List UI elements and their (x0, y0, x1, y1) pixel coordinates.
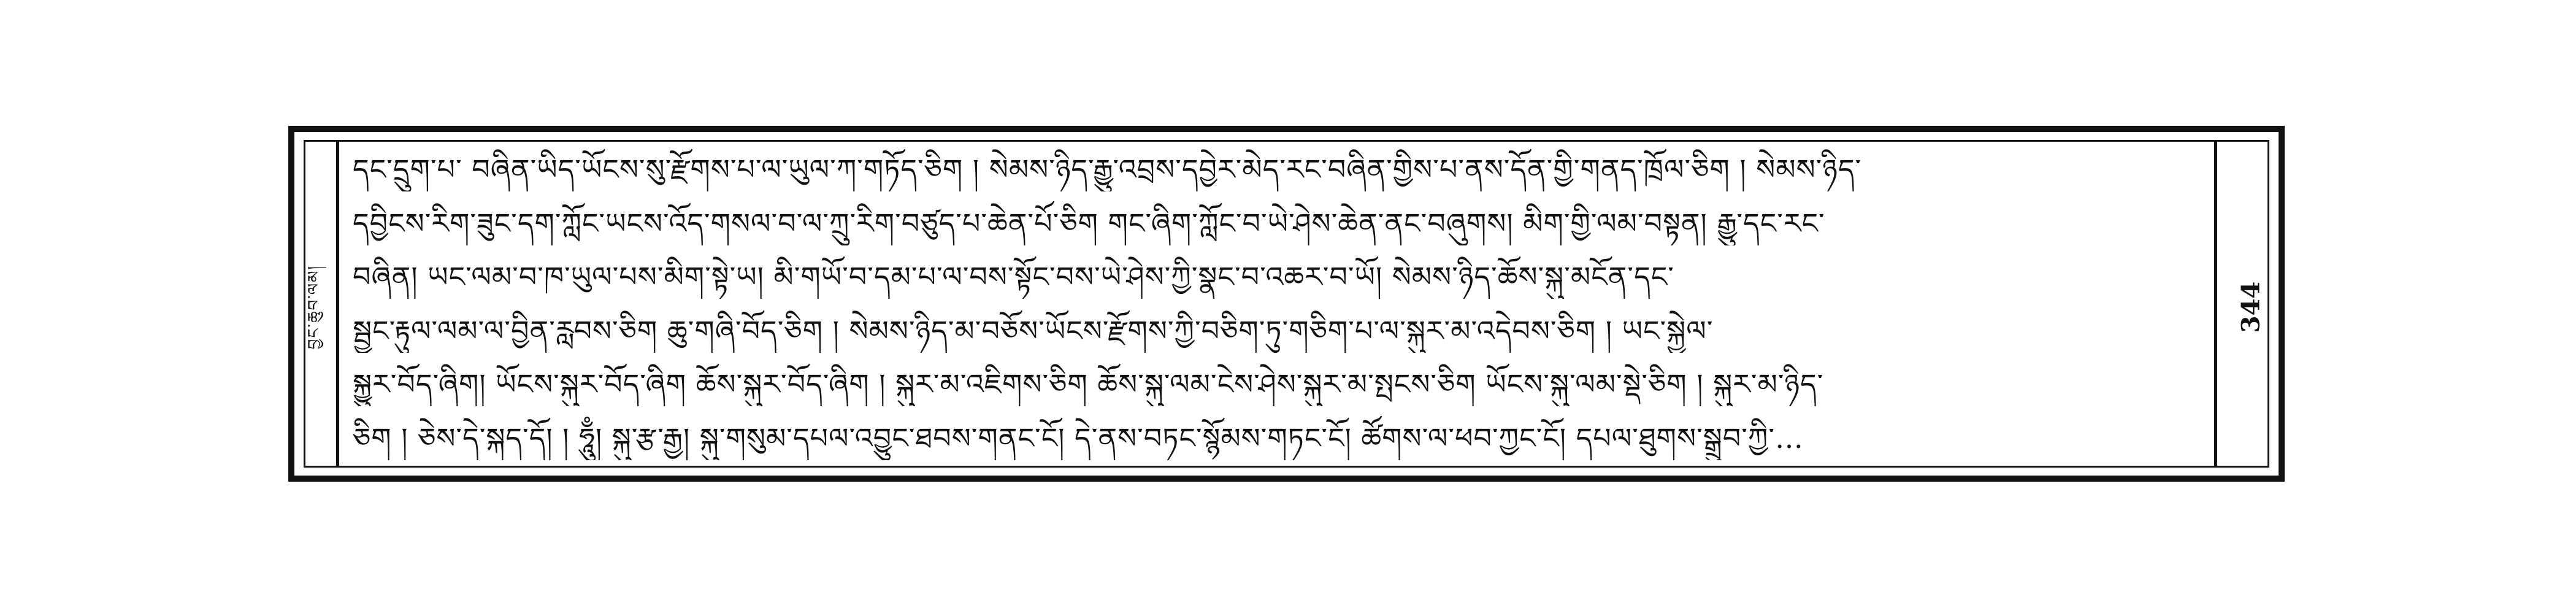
margin-title (288, 264, 350, 350)
text-line-6: ཅིག ། ཅེས་དེ་སྐད་དོ། ། ཧཱུྃ། སྐུ་རྩ་རྒྱ། སྐུ་གསུམ་དཔལ་འབྱུང་ཐབས་གནང་ངོ། དེ་ནས་བཏང་སྙོམས་གཏང་ངོ། ཚོགས་ལ་ཕབ་ཀྱང་ངོ། དཔལ་ཐུགས་སྒྲུབ་ཀྱི་… (353, 421, 1804, 455)
text-block (353, 147, 2205, 460)
folio-number (2217, 264, 2285, 350)
margin-title-text: བྱང་ཆུབ་ལམ། (305, 264, 324, 349)
text-line-1: དང་དྲུག་པ་ བཞིན་ཡིད་ཡོངས་སུ་རྫོགས་པ་ལ་ཡུལ་ཀ་གཏོད་ཅིག ། སེམས་ཉིད་རྒྱུ་འབྲས་དབྱེར་མེད་རང་བཞིན་གྱིས་པ་ནས་དོན་གྱི་གནད་ཁྲོལ་ཅིག ། སེམས་ཉིད་ (353, 153, 1862, 186)
text-line-4: སྦྱང་རྟུལ་ལམ་ལ་བྱིན་རླབས་ཅིག ཆུ་གཞི་བོད་ཅིག ། སེམས་ཉིད་མ་བཅོས་ཡོངས་རྫོགས་ཀྱི་བཅིག་ཏུ་གཅིག་པ་ལ་སྐུར་མ་འདེབས་ཅིག ། ཡང་སྐྱེལ་ (353, 314, 1714, 347)
text-line-3: བཞིན། ཡང་ལམ་བ་ཁ་ཡུལ་པས་མིག་སྟེ་ཡ། མི་གཡོ་བ་དམ་པ་ལ་བས་སྟོང་བས་ཡེ་ཤེས་ཀྱི་སྣང་བ་འཆར་བ་ཡོ། སེམས་ཉིད་ཆོས་སྐུ་མངོན་དང་ (353, 260, 1674, 294)
text-line-5: སྐྱུར་བོད་ཞིག། ཡོངས་སྐུར་བོད་ཞིག ཆོས་སྐུར་བོད་ཞིག ། སྐུར་མ་འཇིགས་ཅིག ཆོས་སྐུ་ལམ་ངེས་ཤེས་སྐུར་མ་སྤངས་ཅིག ཡོངས་སྐུ་ལམ་སྡེ་ཅིག ། སྐུར་མ་ཉིད་ (353, 368, 1824, 401)
text-line-2: དབྱིངས་རིག་ཟུང་དག་ཀློང་ཡངས་འོད་གསལ་བ་ལ་ཀྲུ་རིག་བཙུད་པ་ཆེན་པོ་ཅིག གང་ཞིག་ཀློང་བ་ཡེ་ཤེས་ཆེན་ནང་བཞུགས། མིག་གྱི་ལམ་བསྟན། རྒྱུ་དང་རང་ (353, 206, 1825, 240)
folio-number-text: 344 (2236, 281, 2266, 333)
